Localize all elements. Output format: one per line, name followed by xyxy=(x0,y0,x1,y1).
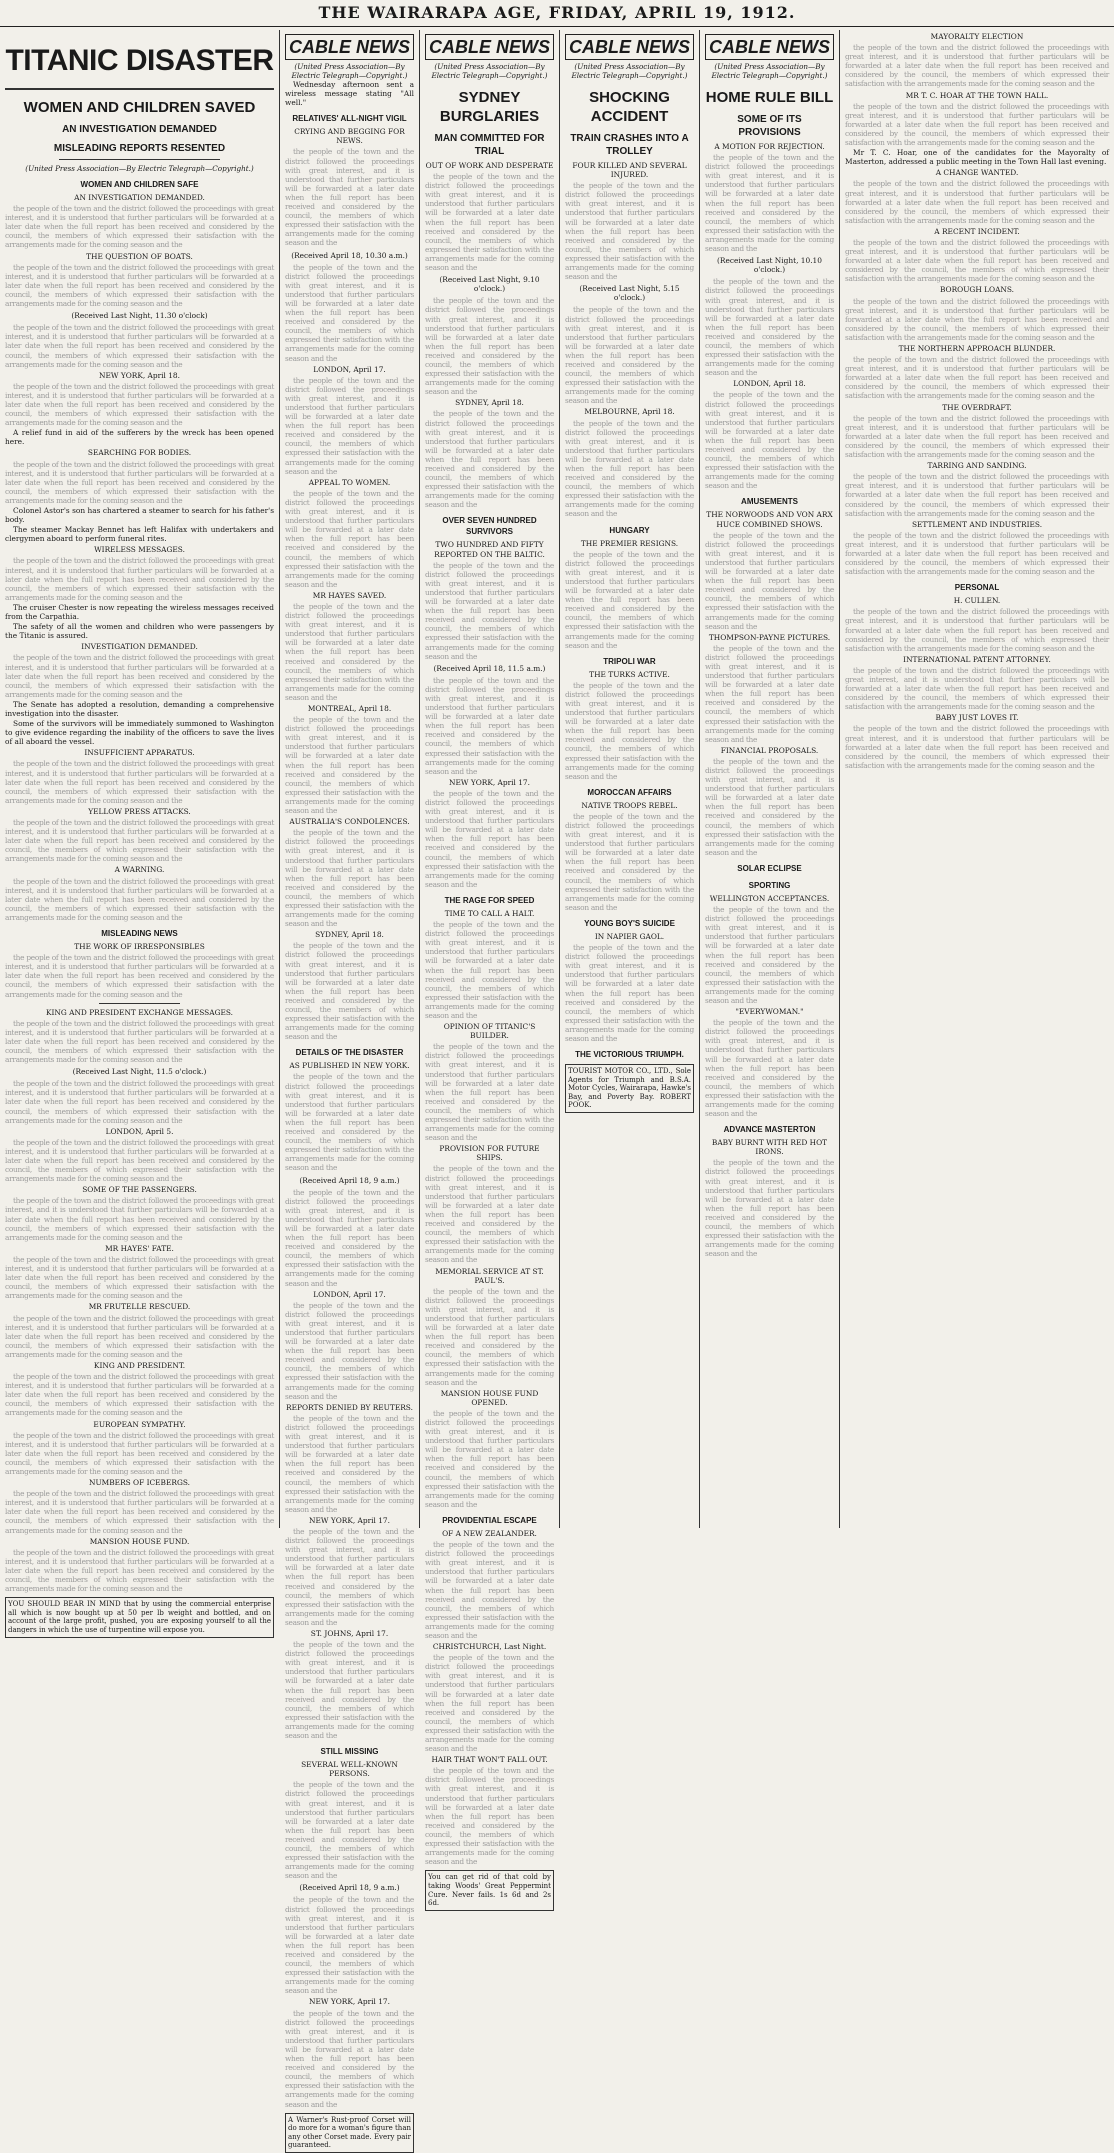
dateline: SEARCHING FOR BODIES. xyxy=(87,448,192,458)
body-text-placeholder: the people of the town and the district followed the proceedings with great interest, and it is understood that further particulars will be forwarded at a later date when the full report has been received and considered by the council, the members of which expressed their satisfaction with the arrangements made for the coming season and the xyxy=(5,1313,274,1359)
dateline: AN INVESTIGATION DEMANDED. xyxy=(74,193,205,202)
story-heading: MOROCCAN AFFAIRS xyxy=(587,787,672,797)
received-line: (Received April 18, 9 a.m.) xyxy=(299,1883,400,1893)
dateline: FOUR KILLED AND SEVERAL INJURED. xyxy=(572,161,687,180)
dateline: BABY BURNT WITH RED HOT IRONS. xyxy=(711,1138,828,1157)
body-text-placeholder: the people of the town and the district followed the proceedings with great interest, and it is understood that further particulars will be forwarded at a later date when the full report has been received and considered by the council, the members of which expressed their satisfaction with the arrangements made for the coming season and the xyxy=(565,811,694,912)
headline: TITANIC DISASTER xyxy=(5,44,274,77)
received-line: (Received April 18, 9 a.m.) xyxy=(299,1175,400,1185)
body-text-placeholder: the people of the town and the district followed the proceedings with great interest, and it is understood that further particulars will be forwarded at a later date when the full report has been received and considered by the council, the members of which expressed their satisfaction with the arrangements made for the coming season and the xyxy=(5,1018,274,1065)
dateline: SEVERAL WELL-KNOWN PERSONS. xyxy=(301,1760,398,1779)
body-text-placeholder: the people of the town and the district followed the proceedings with great interest, and it is understood that further particulars will be forwarded at a later date when the full report has been received and considered by the council, the members of which expressed their satisfaction with the arrangements made for the coming season and the xyxy=(705,1158,834,1259)
dateline: NUMBERS OF ICEBERGS. xyxy=(88,1478,190,1488)
dateline: THE WORK OF IRRESPONSIBLES xyxy=(74,942,205,952)
advertisement: TOURIST MOTOR CO., LTD., Sole Agents for Triumph and B.S.A. Motor Cycles, Wairarapa, Hawke's Bay, and Poverty Bay. ROBERT POOK. xyxy=(565,1064,694,1113)
story-heading: STILL MISSING xyxy=(320,1747,379,1757)
paragraph: Wednesday afternoon sent a wireless message stating "All well." xyxy=(285,80,414,108)
story-heading: OVER SEVEN HUNDRED SURVIVORS xyxy=(442,516,537,537)
dateline: KING AND PRESIDENT. xyxy=(93,1360,186,1370)
body-text-placeholder: the people of the town and the district followed the proceedings with great interest, and it is understood that further particulars will be forwarded at a later date when the full report has been received and considered by the council, the members of which expressed their satisfaction with the arrangements made for the coming season and the xyxy=(845,665,1109,712)
story-heading: TRIPOLI WAR xyxy=(603,656,656,666)
body-text-placeholder: the people of the town and the district followed the proceedings with great interest, and it is understood that further particulars will be forwarded at a later date when the full report has been received and considered by the council, the members of which expressed their satisfaction with the arrangements made for the coming season and the xyxy=(285,1187,414,1288)
body-text-placeholder: the people of the town and the district followed the proceedings with great interest, and it is understood that further particulars will be forwarded at a later date when the full report has been received and considered by the council, the members of which expressed their satisfaction with the arrangements made for the coming season and the xyxy=(5,556,274,602)
column-3 xyxy=(420,30,560,1908)
body-text-placeholder: the people of the town and the district followed the proceedings with great interest, and it is understood that further particulars will be forwarded at a later date when the full report has been received and considered by the council, the members of which expressed their satisfaction with the arrangements made for the coming season and the xyxy=(565,680,694,781)
dateline: NATIVE TROOPS REBEL. xyxy=(581,800,678,810)
body-text-placeholder: the people of the town and the district followed the proceedings with great interest, and it is understood that further particulars will be forwarded at a later date when the full report has been received and considered by the council, the members of which expressed their satisfaction with the arrangements made for the coming season and the xyxy=(5,323,274,369)
dateline: NEW YORK, April 18. xyxy=(99,370,180,380)
dateline: SOME OF THE PASSENGERS. xyxy=(82,1185,197,1195)
story-heading: HUNGARY xyxy=(609,525,650,535)
dateline: THE QUESTION OF BOATS. xyxy=(86,251,193,261)
story-heading: AMUSEMENTS xyxy=(741,497,798,507)
dateline: AS PUBLISHED IN NEW YORK. xyxy=(289,1061,410,1071)
story-headline: SYDNEY BURGLARIES xyxy=(439,89,540,125)
body-text-placeholder: the people of the town and the district followed the proceedings with great interest, and it is understood that further particulars will be forwarded at a later date when the full report has been received and considered by the council, the members of which expressed their satisfaction with the arrangements made for the coming season and the xyxy=(425,920,554,1020)
divider xyxy=(59,159,220,160)
paragraph: Colonel Astor's son has chartered a steamer to search for his father's body. xyxy=(5,506,274,525)
body-text-placeholder: the people of the town and the district followed the proceedings with great interest, and it is understood that further particulars will be forwarded at a later date when the full report has been received and considered by the council, the members of which expressed their satisfaction with the arrangements made for the coming season and the xyxy=(425,1408,554,1509)
body-text-placeholder: the people of the town and the district followed the proceedings with great interest, and it is understood that further particulars will be forwarded at a later date when the full report has been received and considered by the council, the members of which expressed their satisfaction with the arrangements made for the coming season and the xyxy=(845,530,1109,577)
body-text-placeholder: the people of the town and the district followed the proceedings with great interest, and it is understood that further particulars will be forwarded at a later date when the full report has been received and considered by the council, the members of which expressed their satisfaction with the arrangements made for the coming season and the xyxy=(845,355,1109,401)
received-line: (Received Last Night, 11.30 o'clock) xyxy=(71,311,208,321)
body-text-placeholder: the people of the town and the district followed the proceedings with great interest, and it is understood that further particulars will be forwarded at a later date when the full report has been received and considered by the council, the members of which expressed their satisfaction with the arrangements made for the coming season and the xyxy=(845,472,1109,518)
press-credit: (United Press Association—By Electric Telegraph—Copyright.) xyxy=(711,62,828,80)
dateline: MR HAYES SAVED. xyxy=(312,590,387,600)
body-text-placeholder: the people of the town and the district followed the proceedings with great interest, and it is understood that further particulars will be forwarded at a later date when the full report has been received and considered by the council, the members of which expressed their satisfaction with the arrangements made for the coming season and the xyxy=(285,147,414,248)
dateline: THE OVERDRAFT. xyxy=(942,402,1012,412)
dateline: BOROUGH LOANS. xyxy=(939,285,1015,295)
dateline: MEMORIAL SERVICE AT ST. PAUL'S. xyxy=(435,1266,544,1285)
advertisement: A Warner's Rust-proof Corset will do more for a woman's figure than any other Corset made. Every pair guaranteed. xyxy=(285,2113,414,2153)
dateline: A RECENT INCIDENT. xyxy=(934,226,1020,236)
body-text-placeholder: the people of the town and the district followed the proceedings with great interest, and it is understood that further particulars will be forwarded at a later date when the full report has been received and considered by the council, the members of which expressed their satisfaction with the arrangements made for the coming season and the xyxy=(565,549,694,650)
body-text-placeholder: the people of the town and the district followed the proceedings with great interest, and it is understood that further particulars will be forwarded at a later date when the full report has been received and considered by the council, the members of which expressed their satisfaction with the arrangements made for the coming season and the xyxy=(5,1372,274,1418)
story-headline: WOMEN AND CHILDREN SAVED xyxy=(23,99,256,116)
body-text-placeholder: the people of the town and the district followed the proceedings with great interest, and it is understood that further particulars will be forwarded at a later date when the full report has been received and considered by the council, the members of which expressed their satisfaction with the arrangements made for the coming season and the xyxy=(285,601,414,702)
body-text-placeholder: the people of the town and the district followed the proceedings with great interest, and it is understood that further particulars will be forwarded at a later date when the full report has been received and considered by the council, the members of which expressed their satisfaction with the arrangements made for the coming season and the xyxy=(425,1042,554,1143)
body-text-placeholder: the people of the town and the district followed the proceedings with great interest, and it is understood that further particulars will be forwarded at a later date when the full report has been received and considered by the council, the members of which expressed their satisfaction with the arrangements made for the coming season and the xyxy=(565,305,694,406)
dateline: TARRING AND SANDING. xyxy=(927,461,1027,471)
story-heading: PERSONAL xyxy=(954,583,1000,593)
body-text-placeholder: the people of the town and the district followed the proceedings with great interest, and it is understood that further particulars will be forwarded at a later date when the full report has been received and considered by the council, the members of which expressed their satisfaction with the arrangements made for the coming season and the xyxy=(425,560,554,661)
dateline: THE PREMIER RESIGNS. xyxy=(580,538,679,548)
body-text-placeholder: the people of the town and the district followed the proceedings with great interest, and it is understood that further particulars will be forwarded at a later date when the full report has been received and considered by the council, the members of which expressed their satisfaction with the arrangements made for the coming season and the xyxy=(425,1164,554,1265)
story-heading: MISLEADING NEWS xyxy=(101,929,178,939)
body-text-placeholder: the people of the town and the district followed the proceedings with great interest, and it is understood that further particulars will be forwarded at a later date when the full report has been received and considered by the council, the members of which expressed their satisfaction with the arrangements made for the coming season and the xyxy=(285,1526,414,1627)
dateline: THE NORWOODS AND VON ARX HUCE COMBINED SHOWS. xyxy=(706,510,833,529)
body-text-placeholder: the people of the town and the district followed the proceedings with great interest, and it is understood that further particulars will be forwarded at a later date when the full report has been received and considered by the council, the members of which expressed their satisfaction with the arrangements made for the coming season and the xyxy=(5,459,274,505)
body-text-placeholder: the people of the town and the district followed the proceedings with great interest, and it is understood that further particulars will be forwarded at a later date when the full report has been received and considered by the council, the members of which expressed their satisfaction with the arrangements made for the coming season and the xyxy=(845,607,1109,653)
dateline: HAIR THAT WON'T FALL OUT. xyxy=(431,1755,548,1765)
story-subheading: AN INVESTIGATION DEMANDED xyxy=(62,124,217,135)
body-text-placeholder: the people of the town and the district followed the proceedings with great interest, and it is understood that further particulars will be forwarded at a later date when the full report has been received and considered by the council, the members of which expressed their satisfaction with the arrangements made for the coming season and the xyxy=(285,941,414,1042)
body-text-placeholder: the people of the town and the district followed the proceedings with great interest, and it is understood that further particulars will be forwarded at a later date when the full report has been received and considered by the council, the members of which expressed their satisfaction with the arrangements made for the coming season and the xyxy=(5,262,274,309)
dateline: MR T. C. HOAR AT THE TOWN HALL. xyxy=(905,90,1049,100)
body-text-placeholder: the people of the town and the district followed the proceedings with great interest, and it is understood that further particulars will be forwarded at a later date when the full report has been received and considered by the council, the members of which expressed their satisfaction with the arrangements made for the coming season and the xyxy=(705,1018,834,1119)
dateline: NEW YORK, April 17. xyxy=(309,1515,390,1525)
dateline: LONDON, April 17. xyxy=(313,1289,386,1299)
body-text-placeholder: the people of the town and the district followed the proceedings with great interest, and it is understood that further particulars will be forwarded at a later date when the full report has been received and considered by the council, the members of which expressed their satisfaction with the arrangements made for the coming season and the xyxy=(285,828,414,929)
section-heading: CABLE NEWS xyxy=(565,34,694,60)
dateline: EUROPEAN SYMPATHY. xyxy=(93,1419,186,1429)
body-text-placeholder: the people of the town and the district followed the proceedings with great interest, and it is understood that further particulars will be forwarded at a later date when the full report has been received and considered by the council, the members of which expressed their satisfaction with the arrangements made for the coming season and the xyxy=(425,1540,554,1640)
body-text-placeholder: the people of the town and the district followed the proceedings with great interest, and it is understood that further particulars will be forwarded at a later date when the full report has been received and considered by the council, the members of which expressed their satisfaction with the arrangements made for the coming season and the xyxy=(425,296,554,397)
body-text-placeholder: the people of the town and the district followed the proceedings with great interest, and it is understood that further particulars will be forwarded at a later date when the full report has been received and considered by the council, the members of which expressed their satisfaction with the arrangements made for the coming season and the xyxy=(845,179,1109,225)
advertisement: You can get rid of that cold by taking Woods' Great Peppermint Cure. Never fails. 1s 6d and 2s 6d. xyxy=(425,1870,554,1910)
story-heading: THE VICTORIOUS TRIUMPH. xyxy=(575,1050,684,1060)
body-text-placeholder: the people of the town and the district followed the proceedings with great interest, and it is understood that further particulars will be forwarded at a later date when the full report has been received and considered by the council, the members of which expressed their satisfaction with the arrangements made for the coming season and the xyxy=(5,876,274,922)
story-heading: PROVIDENTIAL ESCAPE xyxy=(442,1515,537,1525)
dateline: A MOTION FOR REJECTION. xyxy=(714,142,825,151)
body-text-placeholder: the people of the town and the district followed the proceedings with great interest, and it is understood that further particulars will be forwarded at a later date when the full report has been received and considered by the council, the members of which expressed their satisfaction with the arrangements made for the coming season and the xyxy=(565,418,694,519)
column-1 xyxy=(0,30,280,1634)
dateline: ST. JOHNS, April 17. xyxy=(310,1629,389,1638)
received-line: (Received April 18, 10.30 a.m.) xyxy=(291,250,408,260)
story-subheading: SOME OF ITS PROVISIONS xyxy=(737,114,802,138)
body-text-placeholder: the people of the town and the district followed the proceedings with great interest, and it is understood that further particulars will be forwarded at a later date when the full report has been received and considered by the council, the members of which expressed their satisfaction with the arrangements made for the coming season and the xyxy=(5,653,274,699)
paragraph: Some of the survivors will be immediately summoned to Washington to give evidence regarding the inability of the officers to save the lives of all aboard the vessel. xyxy=(5,719,274,747)
dateline: THE TURKS ACTIVE. xyxy=(589,669,670,679)
story-heading: SOLAR ECLIPSE xyxy=(737,863,802,873)
story-heading: YOUNG BOY'S SUICIDE xyxy=(584,918,675,928)
body-text-placeholder: the people of the town and the district followed the proceedings with great interest, and it is understood that further particulars will be forwarded at a later date when the full report has been received and considered by the council, the members of which expressed their satisfaction with the arrangements made for the coming season and the xyxy=(285,262,414,363)
story-heading: RELATIVES' ALL-NIGHT VIGIL xyxy=(292,114,407,124)
paragraph: The safety of all the women and children who were passengers by the Titanic is assured. xyxy=(5,622,274,641)
story-heading: WOMEN AND CHILDREN SAFE xyxy=(80,180,199,189)
body-text-placeholder: the people of the town and the district followed the proceedings with great interest, and it is understood that further particulars will be forwarded at a later date when the full report has been received and considered by the council, the members of which expressed their satisfaction with the arrangements made for the coming season and the xyxy=(5,1430,274,1476)
body-text-placeholder: the people of the town and the district followed the proceedings with great interest, and it is understood that further particulars will be forwarded at a later date when the full report has been received and considered by the council, the members of which expressed their satisfaction with the arrangements made for the coming season and the xyxy=(5,953,274,999)
body-text-placeholder: the people of the town and the district followed the proceedings with great interest, and it is understood that further particulars will be forwarded at a later date when the full report has been received and considered by the council, the members of which expressed their satisfaction with the arrangements made for the coming season and the xyxy=(425,1766,554,1867)
story-headline: HOME RULE BILL xyxy=(705,89,834,106)
body-text-placeholder: the people of the town and the district followed the proceedings with great interest, and it is understood that further particulars will be forwarded at a later date when the full report has been received and considered by the council, the members of which expressed their satisfaction with the arrangements made for the coming season and the xyxy=(845,101,1109,148)
dateline: NEW YORK, April 17. xyxy=(449,777,530,787)
section-heading: CABLE NEWS xyxy=(705,34,834,60)
dateline: BABY JUST LOVES IT. xyxy=(935,713,1019,723)
paragraph: The Senate has adopted a resolution, demanding a comprehensive investigation into the disaster. xyxy=(5,699,274,718)
dateline: OUT OF WORK AND DESPERATE xyxy=(425,161,554,170)
dateline: "EVERYWOMAN." xyxy=(735,1007,804,1017)
body-text-placeholder: the people of the town and the district followed the proceedings with great interest, and it is understood that further particulars will be forwarded at a later date when the full report has been received and considered by the council, the members of which expressed their satisfaction with the arrangements made for the coming season and the xyxy=(5,759,274,805)
press-credit: (United Press Association—By Electric Telegraph—Copyright.) xyxy=(571,62,688,80)
body-text-placeholder: the people of the town and the district followed the proceedings with great interest, and it is understood that further particulars will be forwarded at a later date when the full report has been received and considered by the council, the members of which expressed their satisfaction with the arrangements made for the coming season and the xyxy=(285,1640,414,1741)
body-text-placeholder: the people of the town and the district followed the proceedings with great interest, and it is understood that further particulars will be forwarded at a later date when the full report has been received and considered by the council, the members of which expressed their satisfaction with the arrangements made for the coming season and the xyxy=(425,1286,554,1387)
body-text-placeholder: the people of the town and the district followed the proceedings with great interest, and it is understood that further particulars will be forwarded at a later date when the full report has been received and considered by the council, the members of which expressed their satisfaction with the arrangements made for the coming season and the xyxy=(705,153,834,254)
dateline: INSUFFICIENT APPARATUS. xyxy=(84,748,195,758)
section-heading: CABLE NEWS xyxy=(425,34,554,60)
dateline: LONDON, April 17. xyxy=(313,364,386,374)
dateline: A CHANGE WANTED. xyxy=(935,168,1019,178)
dateline: THOMPSON-PAYNE PICTURES. xyxy=(708,632,831,642)
body-text-placeholder: the people of the town and the district followed the proceedings with great interest, and it is understood that further particulars will be forwarded at a later date when the full report has been received and considered by the council, the members of which expressed their satisfaction with the arrangements made for the coming season and the xyxy=(5,1196,274,1242)
dateline: INVESTIGATION DEMANDED. xyxy=(81,642,198,652)
advertisement: YOU SHOULD BEAR IN MIND that by using the commercial enterprise all which is now bought up at 50 per lb weight and bottled, and on account of the large profit, pushed, you are exposing yourself to all the dangers in which the use of turpentine will expose you. xyxy=(5,1597,274,1637)
received-line: (Received April 18, 11.5 a.m.) xyxy=(433,663,546,673)
paragraph: The steamer Mackay Bennet has left Halifax with undertakers and clergymen aboard to perform funeral rites. xyxy=(5,525,274,544)
dateline: MAYORALTY ELECTION xyxy=(930,32,1024,41)
dateline: KING AND PRESIDENT EXCHANGE MESSAGES. xyxy=(45,1007,234,1017)
body-text-placeholder: the people of the town and the district followed the proceedings with great interest, and it is understood that further particulars will be forwarded at a later date when the full report has been received and considered by the council, the members of which expressed their satisfaction with the arrangements made for the coming season and the xyxy=(425,675,554,776)
body-text-placeholder: the people of the town and the district followed the proceedings with great interest, and it is understood that further particulars will be forwarded at a later date when the full report has been received and considered by the council, the members of which expressed their satisfaction with the arrangements made for the coming season and the xyxy=(285,1895,414,1996)
story-heading: ADVANCE MASTERTON xyxy=(723,1125,816,1135)
dateline: THE NORTHERN APPROACH BLUNDER. xyxy=(898,344,1056,353)
dateline: SYDNEY, April 18. xyxy=(455,398,524,408)
dateline: MELBOURNE, April 18. xyxy=(584,407,675,417)
body-text-placeholder: the people of the town and the district followed the proceedings with great interest, and it is understood that further particulars will be forwarded at a later date when the full report has been received and considered by the council, the members of which expressed their satisfaction with the arrangements made for the coming season and the xyxy=(285,715,414,816)
dateline: MONTREAL, April 18. xyxy=(307,704,392,713)
dateline: CHRISTCHURCH, Last Night. xyxy=(432,1642,547,1652)
received-line: (Received Last Night, 5.15 o'clock.) xyxy=(579,284,680,303)
dateline: REPORTS DENIED BY REUTERS. xyxy=(286,1402,413,1412)
body-text-placeholder: the people of the town and the district followed the proceedings with great interest, and it is understood that further particulars will be forwarded at a later date when the full report has been received and considered by the council, the members of which expressed their satisfaction with the arrangements made for the coming season and the xyxy=(285,1072,414,1173)
dateline: TIME TO CALL A HALT. xyxy=(444,908,535,918)
body-text-placeholder: the people of the town and the district followed the proceedings with great interest, and it is understood that further particulars will be forwarded at a later date when the full report has been received and considered by the council, the members of which expressed their satisfaction with the arrangements made for the coming season and the xyxy=(705,643,834,744)
body-text-placeholder: the people of the town and the district followed the proceedings with great interest, and it is understood that further particulars will be forwarded at a later date when the full report has been received and considered by the council, the members of which expressed their satisfaction with the arrangements made for the coming season and the xyxy=(425,172,554,273)
divider xyxy=(99,1003,180,1004)
dateline: TWO HUNDRED AND FIFTY REPORTED ON THE BALTIC. xyxy=(434,540,545,559)
dateline: MANSION HOUSE FUND OPENED. xyxy=(440,1388,539,1407)
body-text-placeholder: the people of the town and the district followed the proceedings with great interest, and it is understood that further particulars will be forwarded at a later date when the full report has been received and considered by the council, the members of which expressed their satisfaction with the arrangements made for the coming season and the xyxy=(845,43,1109,89)
body-text-placeholder: the people of the town and the district followed the proceedings with great interest, and it is understood that further particulars will be forwarded at a later date when the full report has been received and considered by the council, the members of which expressed their satisfaction with the arrangements made for the coming season and the xyxy=(285,1413,414,1514)
dateline: SYDNEY, April 18. xyxy=(315,930,384,940)
body-text-placeholder: the people of the town and the district followed the proceedings with great interest, and it is understood that further particulars will be forwarded at a later date when the full report has been received and considered by the council, the members of which expressed their satisfaction with the arrangements made for the coming season and the xyxy=(425,409,554,510)
body-text-placeholder: the people of the town and the district followed the proceedings with great interest, and it is understood that further particulars will be forwarded at a later date when the full report has been received and considered by the council, the members of which expressed their satisfaction with the arrangements made for the coming season and the xyxy=(5,1489,274,1535)
masthead: THE WAIRARAPA AGE, FRIDAY, APRIL 19, 1912. xyxy=(0,0,1114,27)
dateline: A WARNING. xyxy=(114,865,165,875)
story-heading: SPORTING xyxy=(748,880,791,890)
body-text-placeholder: the people of the town and the district followed the proceedings with great interest, and it is understood that further particulars will be forwarded at a later date when the full report has been received and considered by the council, the members of which expressed their satisfaction with the arrangements made for the coming season and the xyxy=(5,1254,274,1301)
body-text-placeholder: the people of the town and the district followed the proceedings with great interest, and it is understood that further particulars will be forwarded at a later date when the full report has been received and considered by the council, the members of which expressed their satisfaction with the arrangements made for the coming season and the xyxy=(5,1547,274,1594)
press-credit: (United Press Association—By Electric Telegraph—Copyright.) xyxy=(25,164,254,173)
body-text-placeholder: the people of the town and the district followed the proceedings with great interest, and it is understood that further particulars will be forwarded at a later date when the full report has been received and considered by the council, the members of which expressed their satisfaction with the arrangements made for the coming season and the xyxy=(705,756,834,857)
dateline: INTERNATIONAL PATENT ATTORNEY. xyxy=(903,654,1051,664)
body-text-placeholder: the people of the town and the district followed the proceedings with great interest, and it is understood that further particulars will be forwarded at a later date when the full report has been received and considered by the council, the members of which expressed their satisfaction with the arrangements made for the coming season and the xyxy=(845,237,1109,284)
dateline: OPINION OF TITANIC'S BUILDER. xyxy=(443,1022,536,1041)
body-text-placeholder: the people of the town and the district followed the proceedings with great interest, and it is understood that further particulars will be forwarded at a later date when the full report has been received and considered by the council, the members of which expressed their satisfaction with the arrangements made for the coming season and the xyxy=(285,488,414,589)
dateline: CRYING AND BEGGING FOR NEWS. xyxy=(294,127,405,146)
received-line: (Received Last Night, 9.10 o'clock.) xyxy=(439,275,540,294)
body-text-placeholder: the people of the town and the district followed the proceedings with great interest, and it is understood that further particulars will be forwarded at a later date when the full report has been received and considered by the council, the members of which expressed their satisfaction with the arrangements made for the coming season and the xyxy=(5,204,274,250)
press-credit: (United Press Association—By Electric Telegraph—Copyright.) xyxy=(431,62,548,80)
dateline: FINANCIAL PROPOSALS. xyxy=(720,745,819,755)
column-5 xyxy=(700,30,840,1528)
body-text-placeholder: the people of the town and the district followed the proceedings with great interest, and it is understood that further particulars will be forwarded at a later date when the full report has been received and considered by the council, the members of which expressed their satisfaction with the arrangements made for the coming season and the xyxy=(845,413,1109,460)
dateline: MR FRUTELLE RESCUED. xyxy=(88,1302,191,1312)
column-2 xyxy=(280,30,420,2150)
dateline: APPEAL TO WOMEN. xyxy=(308,477,391,487)
column-6 xyxy=(840,30,1114,1528)
dateline: LONDON, April 18. xyxy=(733,379,806,389)
body-text-placeholder: the people of the town and the district followed the proceedings with great interest, and it is understood that further particulars will be forwarded at a later date when the full report has been received and considered by the council, the members of which expressed their satisfaction with the arrangements made for the coming season and the xyxy=(705,277,834,378)
dateline: PROVISION FOR FUTURE SHIPS. xyxy=(439,1144,540,1163)
received-line: (Received Last Night, 10.10 o'clock.) xyxy=(717,256,822,275)
section-heading: CABLE NEWS xyxy=(285,34,414,60)
dateline: H. CULLEN. xyxy=(953,596,1001,606)
dateline: YELLOW PRESS ATTACKS. xyxy=(88,806,191,816)
body-text-placeholder: the people of the town and the district followed the proceedings with great interest, and it is understood that further particulars will be forwarded at a later date when the full report has been received and considered by the council, the members of which expressed their satisfaction with the arrangements made for the coming season and the xyxy=(565,181,694,282)
body-text-placeholder: the people of the town and the district followed the proceedings with great interest, and it is understood that further particulars will be forwarded at a later date when the full report has been received and considered by the council, the members of which expressed their satisfaction with the arrangements made for the coming season and the xyxy=(5,381,274,428)
body-text-placeholder: the people of the town and the district followed the proceedings with great interest, and it is understood that further particulars will be forwarded at a later date when the full report has been received and considered by the council, the members of which expressed their satisfaction with the arrangements made for the coming season and the xyxy=(845,724,1109,770)
body-text-placeholder: the people of the town and the district followed the proceedings with great interest, and it is understood that further particulars will be forwarded at a later date when the full report has been received and considered by the council, the members of which expressed their satisfaction with the arrangements made for the coming season and the xyxy=(705,390,834,491)
body-text-placeholder: the people of the town and the district followed the proceedings with great interest, and it is understood that further particulars will be forwarded at a later date when the full report has been received and considered by the council, the members of which expressed their satisfaction with the arrangements made for the coming season and the xyxy=(425,1653,554,1754)
dateline: WIRELESS MESSAGES. xyxy=(94,545,185,555)
dateline: LONDON, April 5. xyxy=(105,1126,174,1136)
body-text-placeholder: the people of the town and the district followed the proceedings with great interest, and it is understood that further particulars will be forwarded at a later date when the full report has been received and considered by the council, the members of which expressed their satisfaction with the arrangements made for the coming season and the xyxy=(425,788,554,889)
press-credit: (United Press Association—By Electric Telegraph—Copyright.) xyxy=(291,62,408,80)
dateline: WELLINGTON ACCEPTANCES. xyxy=(709,893,830,903)
story-subheading: MISLEADING REPORTS RESENTED xyxy=(53,143,226,154)
body-text-placeholder: the people of the town and the district followed the proceedings with great interest, and it is understood that further particulars will be forwarded at a later date when the full report has been received and considered by the council, the members of which expressed their satisfaction with the arrangements made for the coming season and the xyxy=(285,375,414,476)
dateline: MR HAYES' FATE. xyxy=(105,1243,174,1253)
story-headline: SHOCKING ACCIDENT xyxy=(589,89,670,125)
body-text-placeholder: the people of the town and the district followed the proceedings with great interest, and it is understood that further particulars will be forwarded at a later date when the full report has been received and considered by the council, the members of which expressed their satisfaction with the arrangements made for the coming season and the xyxy=(5,818,274,864)
body-text-placeholder: the people of the town and the district followed the proceedings with great interest, and it is understood that further particulars will be forwarded at a later date when the full report has been received and considered by the council, the members of which expressed their satisfaction with the arrangements made for the coming season and the xyxy=(5,1137,274,1184)
body-text-placeholder: the people of the town and the district followed the proceedings with great interest, and it is understood that further particulars will be forwarded at a later date when the full report has been received and considered by the council, the members of which expressed their satisfaction with the arrangements made for the coming season and the xyxy=(285,1780,414,1881)
paragraph: A relief fund in aid of the sufferers by the wreck has been opened here. xyxy=(5,428,274,447)
body-text-placeholder: the people of the town and the district followed the proceedings with great interest, and it is understood that further particulars will be forwarded at a later date when the full report has been received and considered by the council, the members of which expressed their satisfaction with the arrangements made for the coming season and the xyxy=(565,943,694,1043)
received-line: (Received Last Night, 11.5 o'clock.) xyxy=(72,1067,207,1077)
story-subheading: MAN COMMITTED FOR TRIAL xyxy=(434,133,545,157)
dateline: NEW YORK, April 17. xyxy=(309,1997,390,2007)
body-text-placeholder: the people of the town and the district followed the proceedings with great interest, and it is understood that further particulars will be forwarded at a later date when the full report has been received and considered by the council, the members of which expressed their satisfaction with the arrangements made for the coming season and the xyxy=(285,1300,414,1401)
story-subheading: TRAIN CRASHES INTO A TROLLEY xyxy=(570,133,689,157)
dateline: MANSION HOUSE FUND. xyxy=(89,1536,190,1546)
dateline: IN NAPIER GAOL. xyxy=(594,931,665,941)
story-heading: DETAILS OF THE DISASTER xyxy=(295,1048,404,1058)
body-text-placeholder: the people of the town and the district followed the proceedings with great interest, and it is understood that further particulars will be forwarded at a later date when the full report has been received and considered by the council, the members of which expressed their satisfaction with the arrangements made for the coming season and the xyxy=(285,2008,414,2109)
body-text-placeholder: the people of the town and the district followed the proceedings with great interest, and it is understood that further particulars will be forwarded at a later date when the full report has been received and considered by the council, the members of which expressed their satisfaction with the arrangements made for the coming season and the xyxy=(705,530,834,631)
paragraph: The cruiser Chester is now repeating the wireless messages received from the Carpathia. xyxy=(5,602,274,622)
body-text-placeholder: the people of the town and the district followed the proceedings with great interest, and it is understood that further particulars will be forwarded at a later date when the full report has been received and considered by the council, the members of which expressed their satisfaction with the arrangements made for the coming season and the xyxy=(705,905,834,1005)
dateline: OF A NEW ZEALANDER. xyxy=(442,1528,537,1538)
paragraph: Mr T. C. Hoar, one of the candidates for the Mayoralty of Masterton, addressed a public meeting in the Town Hall last evening. xyxy=(845,148,1109,167)
body-text-placeholder: the people of the town and the district followed the proceedings with great interest, and it is understood that further particulars will be forwarded at a later date when the full report has been received and considered by the council, the members of which expressed their satisfaction with the arrangements made for the coming season and the xyxy=(5,1079,274,1125)
body-text-placeholder: the people of the town and the district followed the proceedings with great interest, and it is understood that further particulars will be forwarded at a later date when the full report has been received and considered by the council, the members of which expressed their satisfaction with the arrangements made for the coming season and the xyxy=(845,296,1109,342)
dateline: AUSTRALIA'S CONDOLENCES. xyxy=(289,817,410,827)
story-heading: THE RAGE FOR SPEED xyxy=(444,895,535,905)
dateline: SETTLEMENT AND INDUSTRIES. xyxy=(911,519,1043,529)
column-4 xyxy=(560,30,700,1528)
divider xyxy=(5,88,274,90)
